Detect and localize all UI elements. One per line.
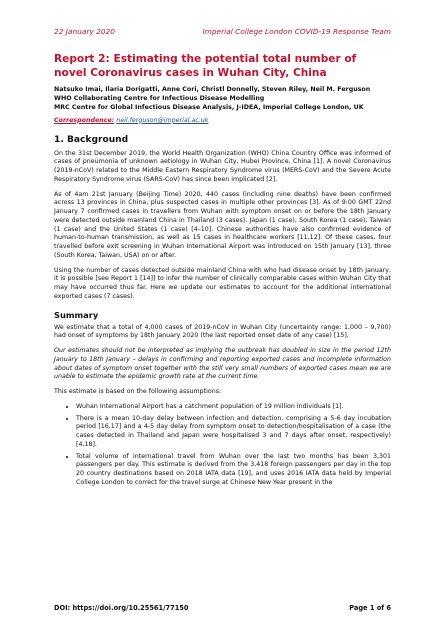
assumption-item: • Total volume of international travel from Wuhan over the last two months has been 3,301 passengers per day. This estimate is derived from the 3,418 foreign passengers per day in the top 20 country destinations based on 2018 IATA data [19], and uses 2016 IATA data held by Imperial College London to correct for the travel surge at Chinese New Year present in the: [76, 453, 391, 488]
background-paragraph-3: Using the number of cases detected outside mainland China with who had disease onset by 18th January, it is possible [see Report 1 [14]] to infer the number of clinically comparable cases within Wuhan City that may have occurred thus far. Here we update our estimates to account for the additional international exported cases (7 cases).: [54, 266, 391, 300]
background-paragraph-1: On the 31st December 2019, the World Health Organization (WHO) China Country Office was informed of cases of pneumonia of unknown aetiology in Wuhan City, Hubei Province, China [1]. A novel Coronavirus (2019-nCoV) related to the Middle Eastern Respiratory Syndrome virus (MERS-CoV) and the Severe Acute Respiratory Syndrome virus (SARS-CoV) has since been implicated [2].: [54, 149, 391, 183]
summary-paragraph-3: This estimate is based on the following assumptions:: [54, 388, 222, 396]
summary-paragraph-1: We estimate that a total of 4,000 cases of 2019-nCoV in Wuhan City (uncertainty range: 1,000 – 9,700) had onset of symptoms by 18th January 2020 (the last reported onset date of any case) [15].: [54, 323, 391, 340]
footer-doi[interactable]: DOI: https://doi.org/10.25561/77150: [54, 604, 189, 612]
assumption-item: • Wuhan International Airport has a catchment population of 19 million individuals [1].: [76, 403, 391, 412]
background-heading: 1. Background: [54, 134, 129, 145]
summary-paragraph-2: Our estimates should not be interpreted as implying the outbreak has doubled in size in the period 12th January to 18th January – delays in confirming and reporting exported cases and incomplete information about dates of symptom onset together with the still very small numbers of exported cases mean we are unable to estimate the epidemic growth rate at the current time.: [54, 347, 391, 381]
page-header: [54, 27, 391, 39]
author-list: [54, 86, 391, 113]
header-date: 22 January 2020: [54, 27, 115, 36]
affiliation-1: WHO Collaborating Centre for Infectious Disease Modelling: [54, 94, 265, 102]
footer-page-number: Page 1 of 6: [349, 604, 391, 612]
summary-heading: Summary: [54, 309, 99, 320]
correspondence-label: Correspondence:: [54, 116, 115, 124]
correspondence: [54, 117, 391, 126]
header-organisation: Imperial College London COVID-19 Response Team: [202, 27, 391, 36]
page-content: [54, 52, 391, 491]
affiliation-2: MRC Centre for Global Infectious Disease Analysis, J-IDEA, Imperial College London, UK: [54, 103, 364, 111]
background-paragraph-2: As of 4am 21st January (Beijing Time) 2020, 440 cases (including nine deaths) have been confirmed across 13 provinces in China, plus suspected cases in multiple other provinces [3]. As of 9:00 GMT 22nd January 7 confirmed cases in travellers from Wuhan with symptom onset on or before the 18th January were detected outside mainland China in Thailand (3 cases), Japan (1 case), South Korea (1 case), Taiwan (1 case) and the United States (1 case) [4–10]. Chinese authorities have also confirmed evidence of human-to-human transmission, as well as 15 cases in healthcare workers [11,12]. Of these cases, four travelled before exit screening in Wuhan International Airport was introduced on 15th January [13], three (South Korea, Taiwan, USA) on or after.: [54, 190, 391, 259]
authors: Natsuko Imai, Ilaria Dorigatti, Anne Cori, Christl Donnelly, Steven Riley, Neil M. Ferguson: [54, 86, 371, 93]
correspondence-email[interactable]: neil.ferguson@imperial.ac.uk: [116, 116, 209, 124]
assumption-item: • There is a mean 10-day delay between infection and detection, comprising a 5-6 day incubation period [16,17] and a 4-5 day delay from symptom onset to detection/hospitalisation of a case (the cases detected in Thailand and Japan were hospitalised 3 and 7 days after onset, respectively) [4,18].: [76, 415, 391, 450]
assumption-list: [54, 403, 391, 488]
report-title: Report 2: Estimating the potential total number of novel Coronavirus cases in Wuhan City, China: [54, 53, 357, 79]
